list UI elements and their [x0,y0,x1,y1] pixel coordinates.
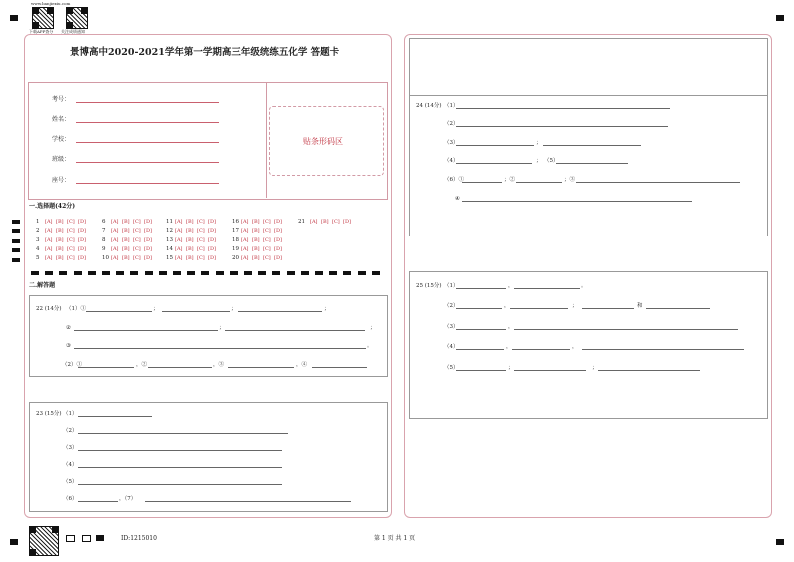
q22-part: ； [153,306,159,312]
choice-option-bubble[interactable]: [B] [321,219,329,225]
choice-option-bubble[interactable]: [B] [186,255,194,261]
q25-part: （1） [444,283,459,289]
q22-part: （1）① [66,306,86,312]
separator-dash [159,271,167,275]
separator-dash [216,271,224,275]
q25-answer-line[interactable] [582,349,744,350]
choice-option-bubble[interactable]: [B] [122,219,130,225]
q22-answer-line[interactable] [228,367,294,368]
q23-answer-line[interactable] [78,484,282,485]
choice-option-bubble[interactable]: [D] [78,228,86,234]
q23-answer-line[interactable] [78,501,118,502]
q25-answer-line[interactable] [646,308,710,309]
choice-question-number: 16 [232,219,239,225]
choice-option-bubble[interactable]: [B] [186,228,194,234]
q22-answer-line[interactable] [74,330,218,331]
qr-code-icon [29,526,59,556]
q22-part: ； [370,325,376,331]
separator-dash [258,271,266,275]
name-label: 姓名： [52,116,71,123]
choice-question-number: 9 [102,246,106,252]
q22-part: （2）① [62,362,82,368]
q24-answer-line[interactable] [456,145,534,146]
q24-answer-line[interactable] [456,163,532,164]
choice-option-bubble[interactable]: [D] [208,246,216,252]
q25-part: ， [506,344,512,350]
q23-part: （6） [63,496,78,502]
choice-option-bubble[interactable]: [D] [274,255,282,261]
q22-part: ③ [66,343,71,349]
exam-number-field[interactable] [76,102,219,103]
choice-option-bubble[interactable]: [C] [133,219,141,225]
q24-part: ；② [504,177,516,183]
q22-part: ； [324,306,330,312]
choice-option-bubble[interactable]: [B] [186,246,194,252]
separator-dash [372,271,380,275]
choice-question-number: 10 [102,255,109,261]
q22-answer-line[interactable] [78,367,134,368]
q24-box [409,94,768,236]
separator-dash [130,271,138,275]
choice-option-bubble[interactable]: [B] [122,246,130,252]
separator-dash [145,271,153,275]
q22-part: ② [66,325,71,331]
separator-dash [201,271,209,275]
choice-option-bubble[interactable]: [D] [274,228,282,234]
choice-option-bubble[interactable]: [A] [45,228,53,234]
choice-option-bubble[interactable]: [A] [175,237,183,243]
choice-option-bubble[interactable]: [C] [197,219,205,225]
timing-mark [12,248,20,252]
separator-dash [244,271,252,275]
q24-answer-line[interactable] [556,163,628,164]
q25-part: ， [572,344,578,350]
q22-part: ； [219,325,225,331]
q-prev-box [409,38,768,96]
choice-question-number: 20 [232,255,239,261]
choice-question-number: 1 [36,219,40,225]
choice-option-bubble[interactable]: [C] [133,237,141,243]
q22-part: ； [231,306,237,312]
separator-dash [31,271,39,275]
q24-part: （4） [444,158,459,164]
choice-option-bubble[interactable]: [A] [175,228,183,234]
timing-mark [12,239,20,243]
q22-answer-line[interactable] [225,330,365,331]
q23-answer-line[interactable] [145,501,351,502]
q25-answer-line[interactable] [456,329,506,330]
timing-mark [12,220,20,224]
q24-answer-line[interactable] [456,126,668,127]
website-label: www.banjiexiu.com [31,1,71,6]
separator-dash [301,271,309,275]
q24-answer-line[interactable] [462,201,692,202]
choice-option-bubble[interactable]: [A] [241,237,249,243]
alignment-mark [776,15,784,21]
q25-answer-line[interactable] [456,288,506,289]
q25-part: （3） [444,324,459,330]
separator-dash [173,271,181,275]
name-field[interactable] [76,122,219,123]
q25-answer-line[interactable] [456,308,502,309]
q23-part: （4） [63,462,78,468]
q23-label: 23 (15分) [36,411,62,417]
choice-question-number: 6 [102,219,106,225]
qr-code-icon [32,7,54,29]
q25-part: （5） [444,365,459,371]
q23-part: （2） [63,428,78,434]
choice-option-bubble[interactable]: [D] [343,219,351,225]
answer-heading: 二.解答题 [29,282,56,289]
choice-option-bubble[interactable]: [A] [241,219,249,225]
qr-right-label: 关注成绩通知 [61,29,85,34]
choice-question-number: 21 [298,219,305,225]
q22-answer-line[interactable] [86,311,152,312]
q24-answer-line[interactable] [462,182,502,183]
choice-option-bubble[interactable]: [D] [78,219,86,225]
page-number: 第 1 页 共 1 页 [374,535,416,542]
choice-question-number: 17 [232,228,239,234]
choice-question-number: 5 [36,255,40,261]
choice-question-number: 8 [102,237,106,243]
q25-part: ， [504,303,510,309]
choice-option-bubble[interactable]: [B] [56,219,64,225]
seat-field[interactable] [76,183,219,184]
choice-option-bubble[interactable]: [B] [56,237,64,243]
q25-answer-line[interactable] [510,308,568,309]
choice-option-bubble[interactable]: [B] [186,219,194,225]
barcode-divider [266,82,267,198]
q23-answer-line[interactable] [78,416,152,417]
choice-question-number: 2 [36,228,40,234]
choice-option-bubble[interactable]: [C] [263,255,271,261]
choice-option-bubble[interactable]: [C] [263,246,271,252]
choice-option-bubble[interactable]: [A] [241,228,249,234]
q22-answer-line[interactable] [148,367,212,368]
q25-answer-line[interactable] [514,370,586,371]
timing-mark [12,258,20,262]
alignment-mark [10,15,18,21]
choice-option-bubble[interactable]: [A] [45,255,53,261]
choice-option-bubble[interactable]: [B] [56,246,64,252]
choice-option-bubble[interactable]: [C] [263,219,271,225]
choice-option-bubble[interactable]: [A] [310,219,318,225]
q25-answer-line[interactable] [456,349,504,350]
choice-option-bubble[interactable]: [C] [263,237,271,243]
choice-option-bubble[interactable]: [C] [263,228,271,234]
qr-code-icon [66,7,88,29]
choice-option-bubble[interactable]: [B] [252,255,260,261]
choice-option-bubble[interactable]: [D] [208,237,216,243]
q25-part: 和 [637,303,643,309]
separator-dash [187,271,195,275]
choice-option-bubble[interactable]: [C] [133,228,141,234]
choice-option-bubble[interactable]: [B] [56,228,64,234]
alignment-mark [10,539,18,545]
q23-part: （1） [63,411,78,417]
choice-option-bubble[interactable]: [A] [111,246,119,252]
choice-option-bubble[interactable]: [D] [144,219,152,225]
page-title: 景博高中2020-2021学年第一学期高三年级统练五化学 答题卡 [70,47,340,58]
separator-dash [329,271,337,275]
choice-option-bubble[interactable]: [A] [111,237,119,243]
separator-dash [230,271,238,275]
separator-dash [59,271,67,275]
q24-part: ； [536,140,542,146]
q24-answer-line[interactable] [543,145,641,146]
school-label: 学校： [52,136,71,143]
q25-part: （2） [444,303,459,309]
q22-answer-line[interactable] [74,348,366,349]
barcode-label: 贴条形码区 [303,137,343,146]
q25-part: ； [508,365,514,371]
exam-id: ID:1215010 [121,535,157,542]
alignment-mark [776,539,784,545]
qr-left-label: 下载APP查分 [29,29,54,34]
choice-option-bubble[interactable]: [D] [144,246,152,252]
q24-part: （2） [444,121,459,127]
separator-dash [116,271,124,275]
choice-option-bubble[interactable]: [A] [111,219,119,225]
q25-answer-line[interactable] [512,349,570,350]
choice-option-bubble[interactable]: [B] [122,228,130,234]
q24-answer-line[interactable] [576,182,740,183]
choice-option-bubble[interactable]: [B] [122,237,130,243]
choice-option-bubble[interactable]: [D] [78,237,86,243]
choice-option-bubble[interactable]: [B] [252,237,260,243]
class-label: 班级： [52,156,71,163]
choice-option-bubble[interactable]: [D] [208,228,216,234]
q25-part: ； [572,303,578,309]
q25-part: （4） [444,344,459,350]
choice-option-bubble[interactable]: [A] [241,246,249,252]
separator-dash [102,271,110,275]
separator-dash [287,271,295,275]
choice-option-bubble[interactable]: [A] [241,255,249,261]
choice-option-bubble[interactable]: [B] [186,237,194,243]
q25-part: 。 [581,283,587,289]
q22-label: 22 (14分) [36,306,62,312]
q25-part: ； [592,365,598,371]
q22-answer-line[interactable] [162,311,230,312]
choice-option-bubble[interactable]: [C] [67,246,75,252]
q23-answer-line[interactable] [78,450,282,451]
q24-part: ； [536,158,542,164]
q25-answer-line[interactable] [514,288,580,289]
q25-answer-line[interactable] [598,370,700,371]
q23-box [29,402,388,512]
choice-option-bubble[interactable]: [C] [67,228,75,234]
choice-option-bubble[interactable]: [D] [144,228,152,234]
q24-part: ④ [455,196,460,202]
q24-part: ；③ [564,177,576,183]
choice-heading: 一.选择题(42分) [29,203,76,210]
choice-option-bubble[interactable]: [D] [208,255,216,261]
choice-option-bubble[interactable]: [C] [67,219,75,225]
choice-option-bubble[interactable]: [D] [144,255,152,261]
choice-option-bubble[interactable]: [B] [252,246,260,252]
choice-option-bubble[interactable]: [B] [56,255,64,261]
choice-option-bubble[interactable]: [D] [144,237,152,243]
choice-option-bubble[interactable]: [C] [197,228,205,234]
q22-answer-line[interactable] [238,311,322,312]
choice-option-bubble[interactable]: [A] [175,246,183,252]
separator-dash [74,271,82,275]
q22-answer-line[interactable] [312,367,367,368]
choice-option-bubble[interactable]: [A] [175,219,183,225]
q22-part: ，② [136,362,148,368]
separator-dash [358,271,366,275]
footer-mark [96,535,104,541]
choice-option-bubble[interactable]: [D] [78,255,86,261]
separator-dash [88,271,96,275]
choice-option-bubble[interactable]: [C] [67,255,75,261]
exam-number-label: 考号： [52,96,71,103]
choice-option-bubble[interactable]: [B] [122,255,130,261]
choice-question-number: 14 [166,246,173,252]
choice-option-bubble[interactable]: [C] [133,246,141,252]
choice-option-bubble[interactable]: [A] [45,246,53,252]
q25-answer-line[interactable] [456,370,506,371]
class-field[interactable] [76,162,219,163]
choice-question-number: 7 [102,228,106,234]
q25-part: ， [508,283,514,289]
choice-option-bubble[interactable]: [D] [274,219,282,225]
separator-dash [315,271,323,275]
choice-question-number: 19 [232,246,239,252]
choice-question-number: 18 [232,237,239,243]
q25-answer-line[interactable] [582,308,634,309]
q22-part: 。 [367,343,373,349]
choice-question-number: 3 [36,237,40,243]
choice-question-number: 4 [36,246,40,252]
separator-dash [343,271,351,275]
q24-part: （3） [444,140,459,146]
q25-label: 25 (15分) [416,283,442,289]
q24-answer-line[interactable] [456,108,670,109]
choice-option-bubble[interactable]: [D] [208,219,216,225]
choice-option-bubble[interactable]: [D] [78,246,86,252]
choice-question-number: 12 [166,228,173,234]
footer-box-icon [82,535,91,542]
q25-part: ， [508,324,514,330]
q23-answer-line[interactable] [78,433,288,434]
choice-option-bubble[interactable]: [C] [67,237,75,243]
choice-option-bubble[interactable]: [C] [332,219,340,225]
q23-answer-line[interactable] [78,467,282,468]
choice-option-bubble[interactable]: [A] [175,255,183,261]
choice-option-bubble[interactable]: [C] [197,246,205,252]
choice-option-bubble[interactable]: [B] [252,219,260,225]
choice-question-number: 15 [166,255,173,261]
choice-option-bubble[interactable]: [A] [45,237,53,243]
choice-option-bubble[interactable]: [C] [197,237,205,243]
q24-part: （1） [444,103,459,109]
q22-part: ，③ [213,362,225,368]
choice-option-bubble[interactable]: [C] [133,255,141,261]
q23-part: （5） [63,479,78,485]
school-field[interactable] [76,142,219,143]
choice-question-number: 13 [166,237,173,243]
timing-mark [12,229,20,233]
choice-option-bubble[interactable]: [D] [274,246,282,252]
separator-dash [272,271,280,275]
choice-option-bubble[interactable]: [B] [252,228,260,234]
q24-label: 24 (14分) [416,103,442,109]
q24-part: （5） [544,158,559,164]
choice-question-number: 11 [166,219,173,225]
choice-option-bubble[interactable]: [A] [111,228,119,234]
choice-option-bubble[interactable]: [A] [111,255,119,261]
separator-dash [45,271,53,275]
footer-box-icon [66,535,75,542]
seat-label: 座号： [52,177,71,184]
choice-option-bubble[interactable]: [C] [197,255,205,261]
choice-option-bubble[interactable]: [D] [274,237,282,243]
q22-part: ，④ [296,362,308,368]
q24-part: （6）① [444,177,464,183]
q23-part: ，（7） [119,496,137,502]
q25-box [409,271,768,419]
q24-answer-line[interactable] [516,182,562,183]
q23-part: （3） [63,445,78,451]
choice-option-bubble[interactable]: [A] [45,219,53,225]
q25-answer-line[interactable] [514,329,738,330]
